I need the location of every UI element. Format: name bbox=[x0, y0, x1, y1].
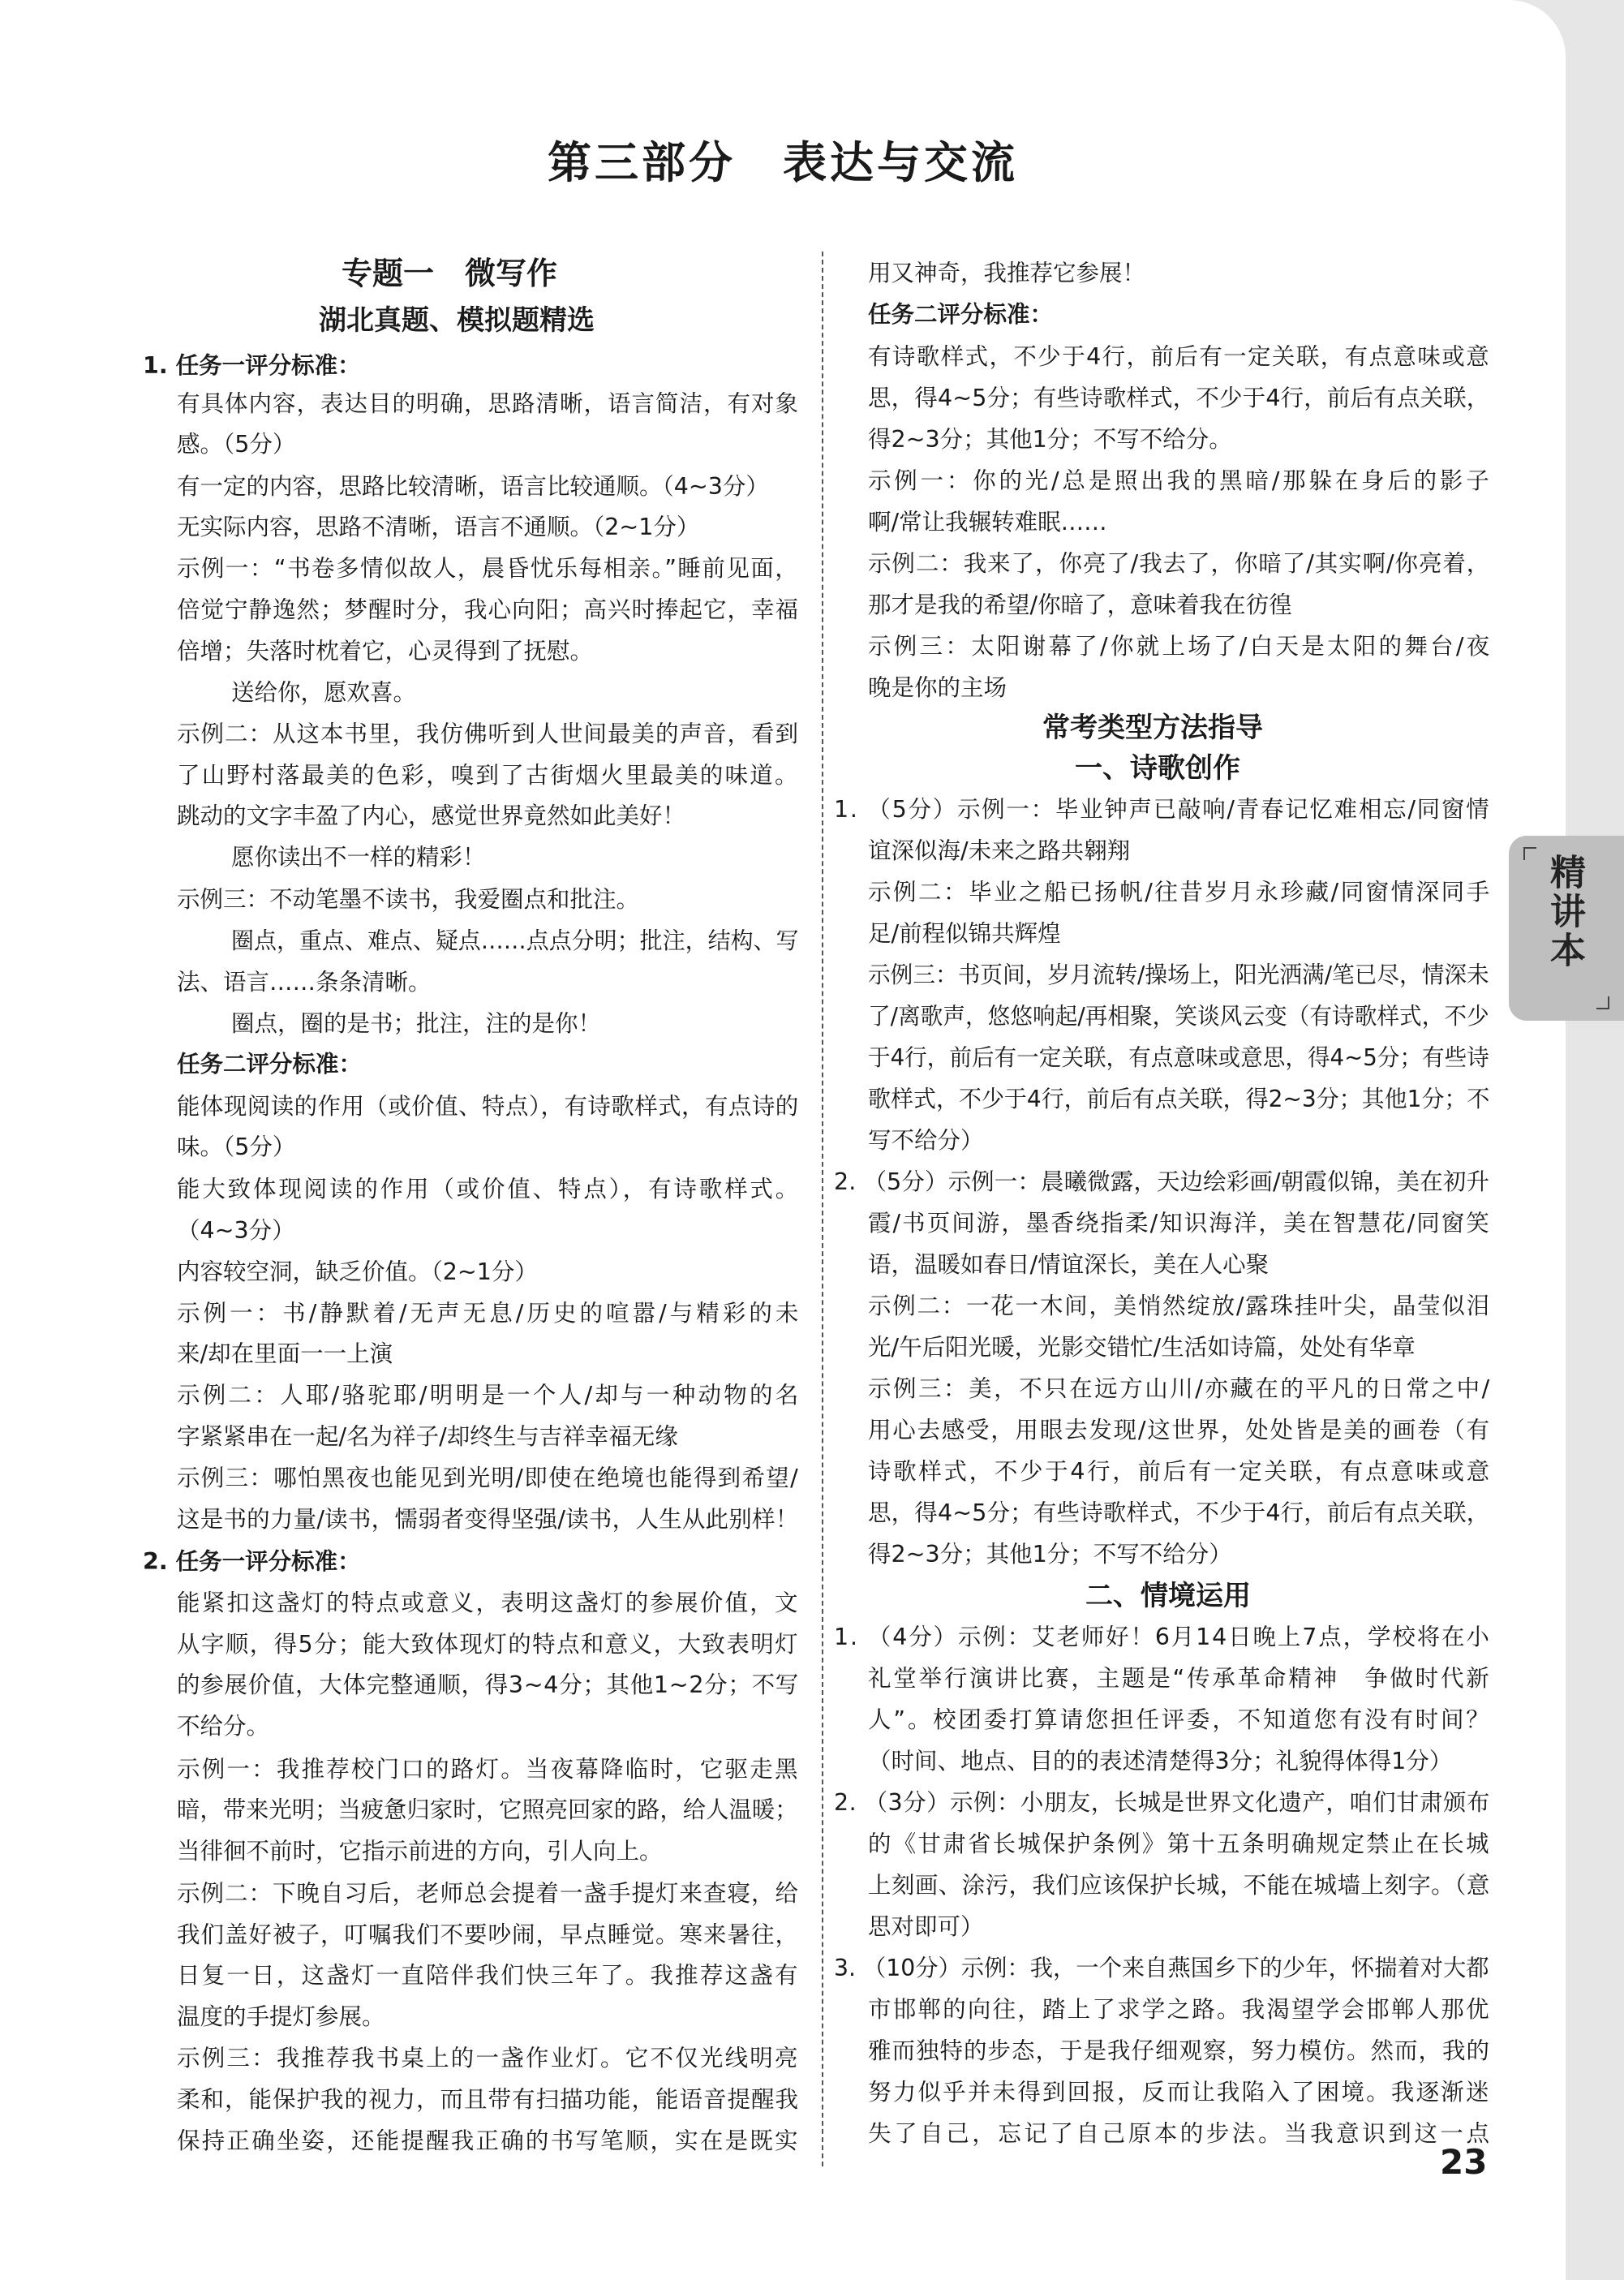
text-line: 于4行，前后有一定关联，有点意味或意思，得4~5分；有些诗 bbox=[868, 1044, 1489, 1071]
criteria-heading: 任务二评分标准： bbox=[177, 1051, 363, 1078]
text-line: （时间、地点、目的的表述清楚得3分；礼貌得体得1分） bbox=[868, 1748, 1453, 1775]
text-line: 柔和，能保护我的视力，而且带有扫描功能，能语音提醒我 bbox=[177, 2086, 800, 2113]
text-line: 得2~3分；其他1分；不写不给分） bbox=[868, 1541, 1232, 1568]
section-heading: 一、诗歌创作 bbox=[1075, 752, 1240, 785]
topic-heading: 专题一 微写作 bbox=[342, 256, 558, 291]
text-line: 这是书的力量/读书，懦弱者变得坚强/读书，人生从此别样！ bbox=[177, 1506, 799, 1533]
text-line: 倍增；失落时枕着它，心灵得到了抚慰。 bbox=[177, 638, 594, 665]
text-line: 谊深似海/未来之路共翱翔 bbox=[868, 837, 1131, 864]
text-line: 送给你，愿欢喜。 bbox=[231, 679, 417, 706]
text-line: 能体现阅读的作用（或价值、特点），有诗歌样式，有点诗的 bbox=[177, 1093, 799, 1120]
text-line: 有诗歌样式，不少于4行，前后有一定关联，有点意味或意 bbox=[868, 343, 1491, 370]
text-line: 思，得4~5分；有些诗歌样式，不少于4行，前后有点关联， bbox=[868, 1499, 1490, 1526]
text-line: 无实际内容，思路不清晰，语言不通顺。（2~1分） bbox=[177, 514, 700, 540]
text-line: 写不给分） bbox=[868, 1127, 984, 1154]
text-line: 思，得4~5分；有些诗歌样式，不少于4行，前后有点关联， bbox=[868, 385, 1490, 411]
text-line: 示例一：我推荐校门口的路灯。当夜幕降临时，它驱走黑 bbox=[177, 1756, 800, 1783]
section-heading: 二、情境运用 bbox=[1085, 1580, 1251, 1612]
text-line: 用又神奇，我推荐它参展！ bbox=[868, 260, 1146, 286]
text-line: 示例三：书页间，岁月流转/操场上，阳光洒满/笔已尽，情深未 bbox=[868, 961, 1489, 988]
text-line: 晚是你的主场 bbox=[868, 674, 1007, 701]
text-line: 示例二：我来了，你亮了/我去了，你暗了/其实啊/你亮着， bbox=[868, 550, 1491, 577]
text-line: 雅而独特的步态，于是我仔细观察，努力模仿。然而，我的 bbox=[868, 2037, 1491, 2064]
text-line: 字紧紧串在一起/名为祥子/却终生与吉祥幸福无缘 bbox=[177, 1423, 678, 1450]
bracket-bottom-icon bbox=[1596, 996, 1609, 1009]
text-line: 1. （4分）示例：艾老师好！6月14日晚上7点，学校将在小 bbox=[834, 1624, 1491, 1650]
text-line: 我们盖好被子，叮嘱我们不要吵闹，早点睡觉。寒来暑往， bbox=[177, 1921, 800, 1948]
text-line: 2. （5分）示例一：晨曦微露，天边绘彩画/朝霞似锦，美在初升 bbox=[834, 1168, 1490, 1195]
page-number: 23 bbox=[1440, 2142, 1488, 2182]
text-line: 当徘徊不前时，它指示前进的方向，引人向上。 bbox=[177, 1838, 663, 1865]
text-line: 示例二：一花一木间，美悄然绽放/露珠挂叶尖，晶莹似泪 bbox=[868, 1293, 1491, 1319]
text-line: 的《甘肃省长城保护条例》第十五条明确规定禁止在长城 bbox=[868, 1830, 1491, 1857]
text-line: 示例二：从这本书里，我仿佛听到人世间最美的声音，看到 bbox=[177, 721, 800, 747]
text-line: 示例二：人耶/骆驼耶/明明是一个人/却与一种动物的名 bbox=[177, 1382, 801, 1409]
text-line: 示例一：“书卷多情似故人，晨昏忧乐每相亲。”睡前见面， bbox=[177, 555, 800, 582]
text-line: （4~3分） bbox=[177, 1217, 295, 1244]
text-line: 努力似乎并未得到回报，反而让我陷入了困境。我逐渐迷 bbox=[868, 2079, 1491, 2106]
text-line: 了/离歌声，悠悠响起/再相聚，笑谈风云变（有诗歌样式，不少 bbox=[868, 1003, 1489, 1030]
text-line: 示例二：毕业之船已扬帆/往昔岁月永珍藏/同窗情深同手 bbox=[868, 879, 1492, 906]
text-line: 诗歌样式，不少于4行，前后有一定关联，有点意味或意 bbox=[868, 1458, 1492, 1485]
text-line: 圈点，重点、难点、疑点……点点分明；批注，结构、写 bbox=[231, 927, 799, 954]
text-line: 思对即可） bbox=[868, 1913, 984, 1940]
part-title: 第三部分 表达与交流 bbox=[548, 137, 1018, 188]
text-line: 不给分。 bbox=[177, 1713, 270, 1740]
text-line: 的参展价值，大体完整通顺，得3~4分；其他1~2分；不写 bbox=[177, 1671, 799, 1698]
text-line: 保持正确坐姿，还能提醒我正确的书写笔顺，实在是既实 bbox=[177, 2127, 800, 2154]
text-line: 示例一：书/静默着/无声无息/历史的喧嚣/与精彩的未 bbox=[177, 1300, 802, 1327]
text-line: 内容较空洞，缺乏价值。（2~1分） bbox=[177, 1258, 538, 1285]
text-line: 示例三：哪怕黑夜也能见到光明/即使在绝境也能得到希望/ bbox=[177, 1465, 800, 1491]
section-heading: 常考类型方法指导 bbox=[1042, 712, 1263, 744]
text-line: 上刻画、涂污，我们应该保护长城，不能在城墙上刻字。（意 bbox=[868, 1872, 1490, 1899]
text-line: 愿你读出不一样的精彩！ bbox=[231, 844, 486, 871]
text-line: 来/却在里面一一上演 bbox=[177, 1340, 393, 1367]
text-line: 1. （5分）示例一：毕业钟声已敲响/青春记忆难相忘/同窗情 bbox=[834, 796, 1491, 823]
text-line: 3. （10分）示例：我，一个来自燕国乡下的少年，怀揣着对大都 bbox=[834, 1955, 1489, 1981]
text-line: 倍觉宁静逸然；梦醒时分，我心向阳；高兴时捧起它，幸福 bbox=[177, 596, 800, 623]
criteria-heading: 1. 任务一评分标准： bbox=[143, 352, 361, 379]
text-line: 能大致体现阅读的作用（或价值、特点），有诗歌样式。 bbox=[177, 1176, 801, 1202]
text-line: 从字顺，得5分；能大致体现灯的特点和意义，大致表明灯 bbox=[177, 1631, 800, 1658]
text-line: 法、语言……条条清晰。 bbox=[177, 969, 432, 996]
text-line: 圈点，圈的是书；批注，注的是你！ bbox=[231, 1010, 602, 1037]
text-line: 味。（5分） bbox=[177, 1134, 296, 1160]
text-line: 得2~3分；其他1分；不写不给分。 bbox=[868, 426, 1232, 453]
text-line: 温度的手提灯参展。 bbox=[177, 2003, 385, 2030]
text-line: 示例三：不动笔墨不读书，我爱圈点和批注。 bbox=[177, 886, 640, 913]
text-line: 示例三：美，不只在远方山川/亦藏在的平凡的日常之中/ bbox=[868, 1375, 1492, 1402]
criteria-heading: 任务二评分标准： bbox=[868, 301, 1054, 328]
column-divider bbox=[822, 252, 823, 2166]
text-line: 人”。校团委打算请您担任评委，不知道您有没有时间？ bbox=[868, 1706, 1492, 1733]
text-line: 霞/书页间游，墨香绕指柔/知识海洋，美在智慧花/同窗笑 bbox=[868, 1210, 1491, 1237]
text-line: 示例一：你的光/总是照出我的黑暗/那躲在身后的影子 bbox=[868, 467, 1493, 494]
text-line: 礼堂举行演讲比赛，主题是“传承革命精神 争做时代新 bbox=[868, 1665, 1492, 1692]
text-line: 光/午后阳光暖，光影交错忙/生活如诗篇，处处有华章 bbox=[868, 1334, 1416, 1361]
text-line: 有具体内容，表达目的明确，思路清晰，语言简洁，有对象 bbox=[177, 390, 800, 417]
text-line: 暗，带来光明；当疲惫归家时，它照亮回家的路，给人温暖； bbox=[177, 1796, 798, 1823]
text-line: 感。（5分） bbox=[177, 431, 296, 458]
text-line: 了山野村落最美的色彩，嗅到了古街烟火里最美的味道。 bbox=[177, 762, 800, 789]
section-heading: 湖北真题、模拟题精选 bbox=[319, 304, 595, 337]
side-tab-label: 精讲本 bbox=[1544, 854, 1585, 970]
text-line: 日复一日，这盏灯一直陪伴我们快三年了。我推荐这盏有 bbox=[177, 1962, 800, 1989]
text-line: 市邯郸的向往，踏上了求学之路。我渴望学会邯郸人那优 bbox=[868, 1996, 1491, 2023]
text-line: 有一定的内容，思路比较清晰，语言比较通顺。（4~3分） bbox=[177, 473, 769, 500]
text-line: 示例二：下晚自习后，老师总会提着一盏手提灯来查寝，给 bbox=[177, 1880, 800, 1907]
text-line: 语，温暖如春日/情谊深长，美在人心聚 bbox=[868, 1251, 1270, 1278]
text-line: 2. （3分）示例：小朋友，长城是世界文化遗产，咱们甘肃颁布 bbox=[834, 1789, 1490, 1816]
text-line: 歌样式，不少于4行，前后有点关联，得2~3分；其他1分；不 bbox=[868, 1086, 1490, 1112]
text-line: 能紧扣这盏灯的特点或意义，表明这盏灯的参展价值，文 bbox=[177, 1590, 800, 1616]
text-line: 那才是我的希望/你暗了，意味着我在彷徨 bbox=[868, 592, 1292, 618]
criteria-heading: 2. 任务一评分标准： bbox=[143, 1548, 361, 1575]
text-line: 跳动的文字丰盈了内心，感觉世界竟然如此美好！ bbox=[177, 802, 686, 829]
text-line: 示例三：我推荐我书桌上的一盏作业灯。它不仅光线明亮 bbox=[177, 2045, 800, 2071]
bracket-top-icon bbox=[1523, 847, 1536, 860]
side-tab[interactable] bbox=[1509, 836, 1624, 1021]
text-line: 足/前程似锦共辉煌 bbox=[868, 920, 1061, 947]
text-line: 用心去感受，用眼去发现/这世界，处处皆是美的画卷（有 bbox=[868, 1417, 1491, 1443]
text-line: 啊/常让我辗转难眠…… bbox=[868, 509, 1107, 536]
text-line: 失了自己，忘记了自己原本的步法。当我意识到这一点 bbox=[868, 2120, 1493, 2147]
text-line: 示例三：太阳谢幕了/你就上场了/白天是太阳的舞台/夜 bbox=[868, 633, 1493, 660]
